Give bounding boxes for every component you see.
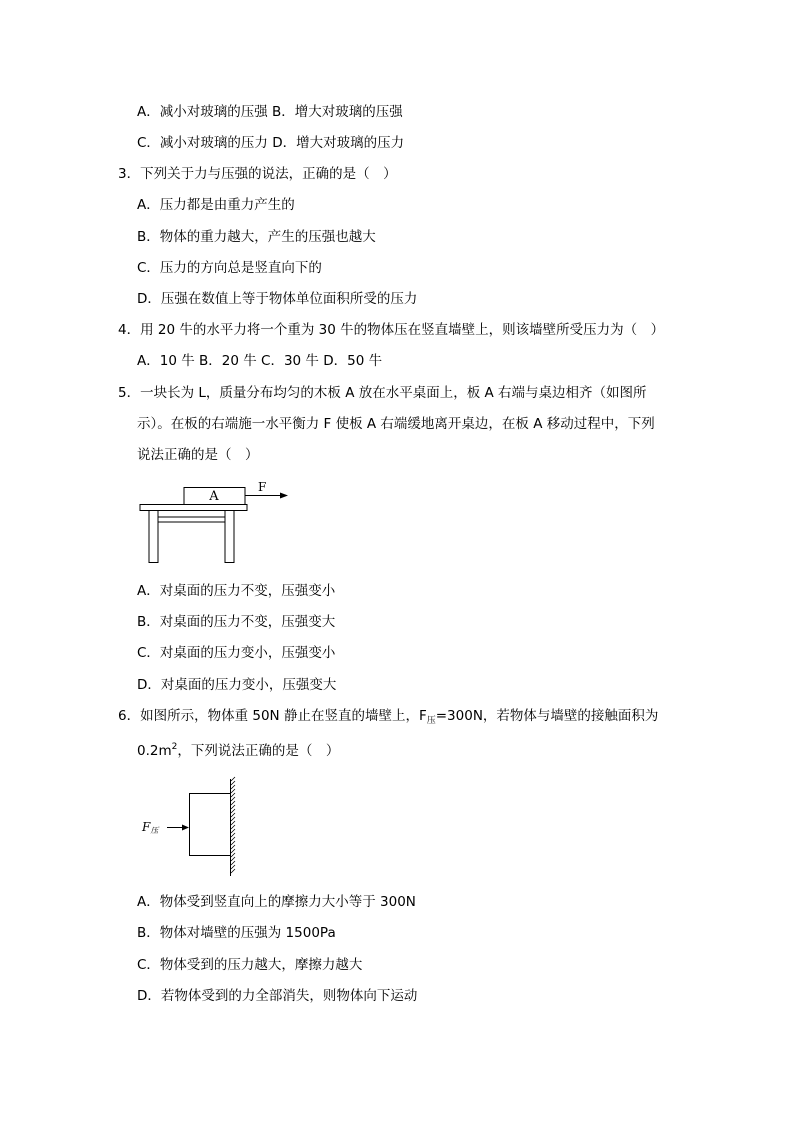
hatch-mark <box>231 789 235 793</box>
q3-option-c: C．压力的方向总是竖直向下的 <box>137 260 322 276</box>
q6-stem-line2-b: ，下列说法正确的是（ ） <box>177 743 340 759</box>
q4-options: A．10 牛 B．20 牛 C．30 牛 D．50 牛 <box>137 353 383 369</box>
q5-option-c: C．对桌面的压力变小，压强变小 <box>137 645 336 661</box>
hatch-mark <box>231 857 235 861</box>
wall-hatching <box>231 777 235 873</box>
q3-stem: 3．下列关于力与压强的说法，正确的是（ ） <box>118 166 397 182</box>
board-a-label: A <box>209 489 219 504</box>
q3-option-a: A．压力都是由重力产生的 <box>137 197 295 213</box>
hatch-mark <box>231 825 235 829</box>
q6-stem-line2-a: 0.2m <box>137 743 172 759</box>
q5-stem-line1: 5．一块长为 L，质量分布均匀的木板 A 放在水平桌面上，板 A 右端与桌边相齐（如图所 <box>118 385 647 401</box>
force-f-sub: 压 <box>150 826 159 835</box>
hatch-mark <box>231 813 235 817</box>
hatch-mark <box>231 861 235 865</box>
q6-stem-line1-b: =300N，若物体与墙壁的接触面积为 <box>435 708 659 724</box>
q3-option-d: D．压强在数值上等于物体单位面积所受的压力 <box>137 291 418 307</box>
force-f-label: F压 <box>142 820 159 835</box>
q6-stem-line1-a: 6．如图所示，物体重 50N 静止在竖直的墙壁上，F <box>118 708 427 724</box>
q6-option-b: B．物体对墙壁的压强为 1500Pa <box>137 925 336 941</box>
hatch-mark <box>231 817 235 821</box>
q6-option-d: D．若物体受到的力全部消失，则物体向下运动 <box>137 988 418 1004</box>
q6-stem-line2-sup: 2 <box>171 742 178 752</box>
q5-option-d: D．对桌面的压力变小，压强变大 <box>137 677 337 693</box>
hatch-mark <box>231 837 235 841</box>
force-f-label: F <box>258 480 267 494</box>
hatch-mark <box>231 833 235 837</box>
hatch-mark <box>231 801 235 805</box>
hatch-mark <box>231 829 235 833</box>
q6-stem-line1-sub: 压 <box>426 716 436 726</box>
force-arrow-head <box>182 825 189 831</box>
hatch-mark <box>231 793 235 797</box>
hatch-mark <box>231 809 235 813</box>
hatch-mark <box>231 821 235 825</box>
hatch-mark <box>231 849 235 853</box>
hatch-mark <box>231 805 235 809</box>
q3-option-b: B．物体的重力越大，产生的压强也越大 <box>137 229 376 245</box>
q2-option-ab: A．减小对玻璃的压强 B．增大对玻璃的压强 <box>137 104 403 120</box>
block <box>190 794 231 856</box>
q5-stem-line2: 示）。在板的右端施一水平衡力 F 使板 A 右端缓地离开桌边，在板 A 移动过程中，下列 <box>137 416 655 432</box>
q5-stem-line3: 说法正确的是（ ） <box>137 447 259 463</box>
hatch-mark <box>231 869 235 873</box>
q6-option-a: A．物体受到竖直向上的摩擦力大小等于 300N <box>137 894 416 910</box>
hatch-mark <box>231 797 235 801</box>
hatch-mark <box>231 853 235 857</box>
q5-option-b: B．对桌面的压力不变，压强变大 <box>137 614 336 630</box>
q4-stem: 4．用 20 牛的水平力将一个重为 30 牛的物体压在竖直墙壁上，则该墙壁所受压力为（ ） <box>118 322 665 338</box>
q6-option-c: C．物体受到的压力越大，摩擦力越大 <box>137 957 363 973</box>
hatch-mark <box>231 865 235 869</box>
hatch-mark <box>231 785 235 789</box>
hatch-mark <box>231 845 235 849</box>
hatch-mark <box>231 781 235 785</box>
hatch-mark <box>231 777 235 781</box>
q2-option-cd: C．减小对玻璃的压力 D．增大对玻璃的压力 <box>137 135 405 151</box>
q5-option-a: A．对桌面的压力不变，压强变小 <box>137 583 336 599</box>
hatch-mark <box>231 841 235 845</box>
